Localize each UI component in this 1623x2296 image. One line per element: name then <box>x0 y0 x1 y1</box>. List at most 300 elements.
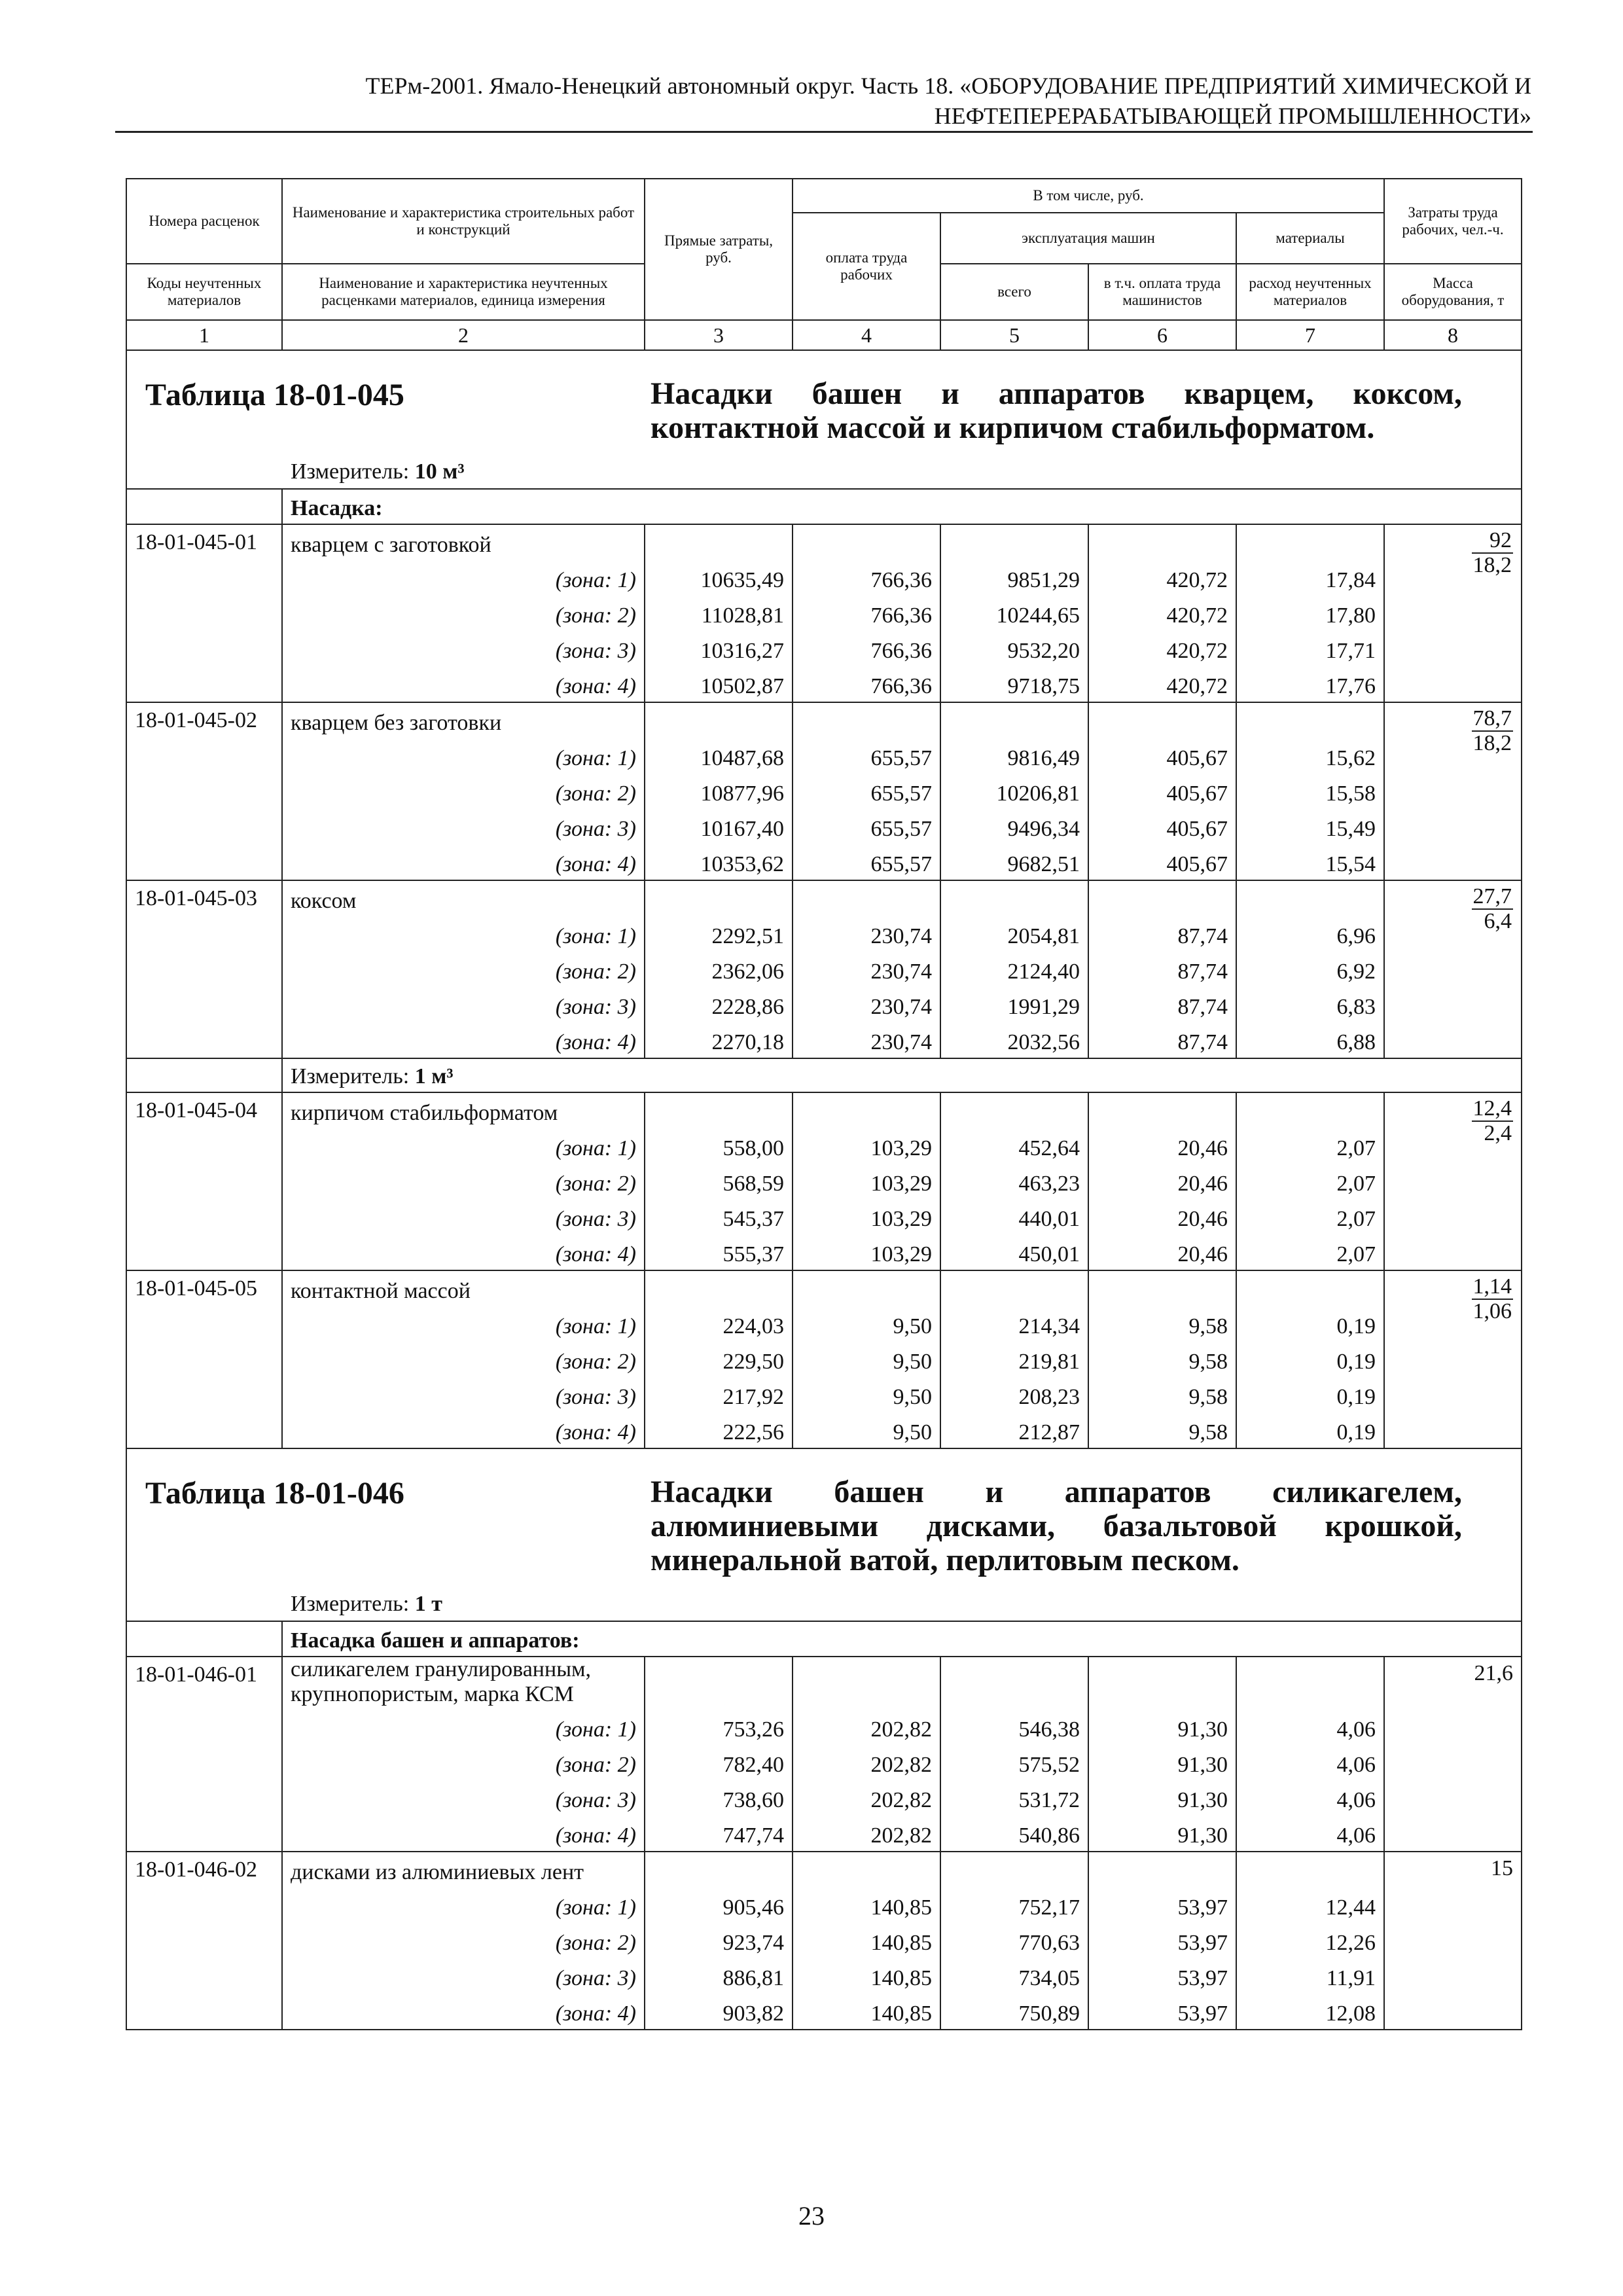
pay-value: 103,29 <box>793 1128 940 1164</box>
zone-row <box>126 844 1522 880</box>
drivers-value: 20,46 <box>1088 1128 1236 1164</box>
materials-value: 6,96 <box>1236 916 1384 952</box>
value-cell <box>793 702 940 738</box>
labor-cell <box>1384 1270 1522 1448</box>
value-cell <box>940 524 1088 560</box>
labor-fraction <box>1472 529 1514 577</box>
rate-code: 18-01-046-02 <box>126 1852 282 2030</box>
materials-value: 2,07 <box>1236 1164 1384 1199</box>
drivers-value: 9,58 <box>1088 1306 1236 1342</box>
direct-value: 10635,49 <box>645 560 793 596</box>
pay-value: 140,85 <box>793 1888 940 1923</box>
item-name: коксом <box>282 880 645 916</box>
pay-value: 655,57 <box>793 774 940 809</box>
materials-value: 17,84 <box>1236 560 1384 596</box>
materials-value: 6,83 <box>1236 987 1384 1022</box>
item-row <box>126 1657 1522 1710</box>
labor-cell <box>1384 880 1522 1058</box>
pay-value: 655,57 <box>793 738 940 774</box>
unit-change-row <box>126 1058 1522 1092</box>
drivers-value: 91,30 <box>1088 1780 1236 1816</box>
machines-value: 770,63 <box>940 1923 1088 1958</box>
machines-value: 575,52 <box>940 1745 1088 1780</box>
header-rule <box>115 131 1533 133</box>
pay-value: 230,74 <box>793 916 940 952</box>
labor-cell <box>1384 702 1522 880</box>
pay-value: 140,85 <box>793 1923 940 1958</box>
pay-value: 655,57 <box>793 844 940 880</box>
zone-label: (зона: 1) <box>282 1306 645 1342</box>
labor-fraction <box>1472 707 1514 755</box>
page-number: 23 <box>798 2201 825 2231</box>
zone-label: (зона: 2) <box>282 596 645 631</box>
machines-value: 546,38 <box>940 1710 1088 1745</box>
pay-value: 230,74 <box>793 1022 940 1058</box>
direct-value: 10353,62 <box>645 844 793 880</box>
materials-value: 12,08 <box>1236 1994 1384 2030</box>
machines-value: 9532,20 <box>940 631 1088 666</box>
direct-value: 738,60 <box>645 1780 793 1816</box>
col-number: 8 <box>1384 320 1522 350</box>
value-cell <box>1088 1092 1236 1128</box>
col-direct-costs: Прямые затраты, руб. <box>645 179 793 320</box>
materials-value: 17,80 <box>1236 596 1384 631</box>
value-cell <box>1236 880 1384 916</box>
col-labor-costs: Затраты труда рабочих, чел.-ч. <box>1384 179 1522 264</box>
direct-value: 903,82 <box>645 1994 793 2030</box>
zone-label: (зона: 3) <box>282 987 645 1022</box>
item-name: кирпичом стабильформатом <box>282 1092 645 1128</box>
pay-value: 9,50 <box>793 1412 940 1448</box>
direct-value: 782,40 <box>645 1745 793 1780</box>
zone-label: (зона: 2) <box>282 1164 645 1199</box>
zone-label: (зона: 3) <box>282 1377 645 1412</box>
direct-value: 923,74 <box>645 1923 793 1958</box>
item-name: дисками из алюминиевых лент <box>282 1852 645 1888</box>
drivers-value: 87,74 <box>1088 952 1236 987</box>
value-cell <box>940 1270 1088 1306</box>
drivers-value: 405,67 <box>1088 809 1236 844</box>
section-046-header <box>126 1448 1522 1621</box>
table-045-items-group-1 <box>126 524 1522 1058</box>
materials-value: 15,49 <box>1236 809 1384 844</box>
col-name-materials: Наименование и характеристика неучтенных расценками материалов, единица измерения <box>282 264 645 320</box>
labor-cell <box>1384 1657 1522 1852</box>
direct-value: 10487,68 <box>645 738 793 774</box>
value-cell <box>1088 1270 1236 1306</box>
drivers-value: 20,46 <box>1088 1199 1236 1234</box>
zone-row <box>126 1745 1522 1780</box>
direct-value: 568,59 <box>645 1164 793 1199</box>
pay-value: 766,36 <box>793 666 940 702</box>
table-body <box>126 350 1522 524</box>
table-046-title: Насадки башен и аппаратов силикагелем, алюминиевыми дисками, базальтовой крошкой, минеральной ватой, перлитовым песком. <box>651 1475 1462 1577</box>
labor-fraction <box>1472 885 1514 933</box>
table-045-items-group-2 <box>126 1092 1522 1448</box>
drivers-value: 420,72 <box>1088 596 1236 631</box>
pay-value: 230,74 <box>793 987 940 1022</box>
zone-label: (зона: 1) <box>282 560 645 596</box>
column-numbers-row <box>126 320 1522 350</box>
header-line-2: НЕФТЕПЕРЕРАБАТЫВАЮЩЕЙ ПРОМЫШЛЕННОСТИ» <box>934 103 1531 129</box>
machines-value: 750,89 <box>940 1994 1088 2030</box>
value-cell <box>645 524 793 560</box>
value-cell <box>1236 1852 1384 1888</box>
col-including: В том числе, руб. <box>793 179 1384 213</box>
value-cell <box>1236 702 1384 738</box>
col-labor-pay: оплата труда рабочих <box>793 213 940 320</box>
col-number: 3 <box>645 320 793 350</box>
zone-label: (зона: 2) <box>282 1745 645 1780</box>
direct-value: 10167,40 <box>645 809 793 844</box>
pay-value: 9,50 <box>793 1306 940 1342</box>
zone-row <box>126 987 1522 1022</box>
materials-value: 15,54 <box>1236 844 1384 880</box>
zone-label: (зона: 4) <box>282 1816 645 1852</box>
rate-code: 18-01-045-03 <box>126 880 282 1058</box>
value-cell <box>940 1657 1088 1710</box>
drivers-value: 405,67 <box>1088 774 1236 809</box>
drivers-value: 405,67 <box>1088 738 1236 774</box>
item-row <box>126 1852 1522 1888</box>
direct-value: 224,03 <box>645 1306 793 1342</box>
value-cell <box>645 1270 793 1306</box>
direct-value: 886,81 <box>645 1958 793 1994</box>
machines-value: 212,87 <box>940 1412 1088 1448</box>
pay-value: 230,74 <box>793 952 940 987</box>
zone-label: (зона: 1) <box>282 1128 645 1164</box>
materials-value: 4,06 <box>1236 1780 1384 1816</box>
drivers-value: 87,74 <box>1088 1022 1236 1058</box>
materials-value: 2,07 <box>1236 1128 1384 1164</box>
pay-value: 202,82 <box>793 1816 940 1852</box>
materials-value: 2,07 <box>1236 1234 1384 1270</box>
col-unaccounted: расход неучтенных материалов <box>1236 264 1384 320</box>
materials-value: 12,44 <box>1236 1888 1384 1923</box>
zone-row <box>126 1164 1522 1199</box>
zone-row <box>126 1780 1522 1816</box>
machines-value: 9496,34 <box>940 809 1088 844</box>
pay-value: 140,85 <box>793 1994 940 2030</box>
col-rate-no: Номера расценок <box>126 179 282 264</box>
section-046 <box>126 1448 1522 1657</box>
value-cell <box>940 1092 1088 1128</box>
labor-cell <box>1384 1092 1522 1270</box>
zone-label: (зона: 3) <box>282 631 645 666</box>
labor-costs-value: 27,7 <box>1472 884 1512 908</box>
pay-value: 766,36 <box>793 596 940 631</box>
drivers-value: 420,72 <box>1088 666 1236 702</box>
zone-row <box>126 952 1522 987</box>
zone-label: (зона: 1) <box>282 916 645 952</box>
machines-value: 2032,56 <box>940 1022 1088 1058</box>
unit2-label: Измеритель: <box>291 1064 415 1088</box>
pay-value: 9,50 <box>793 1377 940 1412</box>
zone-row <box>126 809 1522 844</box>
zone-row <box>126 1958 1522 1994</box>
col-codes: Коды неучтенных материалов <box>126 264 282 320</box>
zone-row <box>126 1710 1522 1745</box>
item-name: кварцем без заготовки <box>282 702 645 738</box>
zone-row <box>126 1342 1522 1377</box>
zone-row <box>126 1128 1522 1164</box>
zone-label: (зона: 1) <box>282 738 645 774</box>
pay-value: 202,82 <box>793 1710 940 1745</box>
direct-value: 217,92 <box>645 1377 793 1412</box>
direct-value: 11028,81 <box>645 596 793 631</box>
machines-value: 463,23 <box>940 1164 1088 1199</box>
table-046-items <box>126 1657 1522 2030</box>
value-cell <box>793 1657 940 1710</box>
value-cell <box>1088 1657 1236 1710</box>
labor-costs-value: 1,14 <box>1472 1274 1512 1299</box>
zone-label: (зона: 1) <box>282 1888 645 1923</box>
pay-value: 140,85 <box>793 1958 940 1994</box>
machines-value: 10244,65 <box>940 596 1088 631</box>
zone-row <box>126 1412 1522 1448</box>
direct-value: 10877,96 <box>645 774 793 809</box>
labor-costs-value: 12,4 <box>1472 1096 1512 1121</box>
table-046-code: Таблица 18-01-046 <box>145 1476 404 1511</box>
value-cell <box>940 702 1088 738</box>
machines-value: 2124,40 <box>940 952 1088 987</box>
direct-value: 545,37 <box>645 1199 793 1234</box>
zone-label: (зона: 2) <box>282 952 645 987</box>
zone-row <box>126 774 1522 809</box>
pay-value: 655,57 <box>793 809 940 844</box>
materials-value: 11,91 <box>1236 1958 1384 1994</box>
materials-value: 4,06 <box>1236 1710 1384 1745</box>
col-number: 1 <box>126 320 282 350</box>
zone-label: (зона: 4) <box>282 1412 645 1448</box>
labor-cell <box>1384 524 1522 702</box>
pay-value: 766,36 <box>793 560 940 596</box>
subheader-label: Насадка: <box>282 489 1522 524</box>
zone-label: (зона: 3) <box>282 809 645 844</box>
rate-code: 18-01-045-05 <box>126 1270 282 1448</box>
drivers-value: 20,46 <box>1088 1164 1236 1199</box>
item-row <box>126 880 1522 916</box>
table-045-title: Насадки башен и аппаратов кварцем, коксом, контактной массой и кирпичом стабильформатом. <box>651 376 1462 445</box>
col-number: 4 <box>793 320 940 350</box>
zone-label: (зона: 3) <box>282 1958 645 1994</box>
value-cell <box>1088 880 1236 916</box>
item-name: контактной массой <box>282 1270 645 1306</box>
drivers-value: 53,97 <box>1088 1994 1236 2030</box>
value-cell <box>793 880 940 916</box>
value-cell <box>645 1092 793 1128</box>
materials-value: 17,76 <box>1236 666 1384 702</box>
machines-value: 9816,49 <box>940 738 1088 774</box>
value-cell <box>793 1270 940 1306</box>
direct-value: 10502,87 <box>645 666 793 702</box>
unit2-value: 1 м³ <box>414 1064 454 1088</box>
equipment-mass-value: 18,2 <box>1472 731 1512 755</box>
labor-cell <box>1384 1852 1522 2030</box>
zone-label: (зона: 3) <box>282 1199 645 1234</box>
item-row <box>126 524 1522 560</box>
machines-value: 9718,75 <box>940 666 1088 702</box>
col-number: 6 <box>1088 320 1236 350</box>
materials-value: 0,19 <box>1236 1412 1384 1448</box>
item-name: силикагелем гранулированным, крупнопористым, марка КСМ <box>282 1657 645 1710</box>
rate-code: 18-01-046-01 <box>126 1657 282 1852</box>
section-046-subheader <box>126 1621 1522 1657</box>
zone-row <box>126 1377 1522 1412</box>
materials-value: 12,26 <box>1236 1923 1384 1958</box>
value-cell <box>1088 702 1236 738</box>
table-046-unit <box>127 1577 1521 1621</box>
unit-label: Измеритель: <box>291 459 415 484</box>
labor-costs-value: 21,6 <box>1474 1661 1514 1685</box>
drivers-value: 91,30 <box>1088 1745 1236 1780</box>
pay-value: 103,29 <box>793 1234 940 1270</box>
machines-value: 1991,29 <box>940 987 1088 1022</box>
machines-value: 450,01 <box>940 1234 1088 1270</box>
zone-row <box>126 1888 1522 1923</box>
rate-code: 18-01-045-01 <box>126 524 282 702</box>
labor-costs-value: 92 <box>1472 529 1514 554</box>
equipment-mass-value: 18,2 <box>1472 553 1512 577</box>
value-cell <box>793 1852 940 1888</box>
direct-value: 558,00 <box>645 1128 793 1164</box>
table-045-unit <box>127 445 1521 488</box>
zone-label: (зона: 2) <box>282 774 645 809</box>
machines-value: 9851,29 <box>940 560 1088 596</box>
zone-label: (зона: 4) <box>282 844 645 880</box>
materials-value: 15,62 <box>1236 738 1384 774</box>
section-045-header <box>126 350 1522 489</box>
rate-code: 18-01-045-02 <box>126 702 282 880</box>
unit-value: 1 т <box>414 1592 442 1616</box>
materials-value: 4,06 <box>1236 1745 1384 1780</box>
table-header <box>126 179 1522 350</box>
direct-value: 2228,86 <box>645 987 793 1022</box>
machines-value: 452,64 <box>940 1128 1088 1164</box>
equipment-mass-value: 1,06 <box>1472 1299 1512 1323</box>
direct-value: 229,50 <box>645 1342 793 1377</box>
value-cell <box>793 524 940 560</box>
machines-value: 734,05 <box>940 1958 1088 1994</box>
zone-row <box>126 1994 1522 2030</box>
drivers-value: 420,72 <box>1088 560 1236 596</box>
zone-label: (зона: 4) <box>282 1022 645 1058</box>
zone-row <box>126 916 1522 952</box>
col-materials: материалы <box>1236 213 1384 264</box>
machines-value: 219,81 <box>940 1342 1088 1377</box>
direct-value: 905,46 <box>645 1888 793 1923</box>
section-045-subheader <box>126 489 1522 524</box>
zone-label: (зона: 4) <box>282 1994 645 2030</box>
pay-value: 103,29 <box>793 1199 940 1234</box>
materials-value: 2,07 <box>1236 1199 1384 1234</box>
materials-value: 0,19 <box>1236 1377 1384 1412</box>
value-cell <box>1088 524 1236 560</box>
labor-costs-value: 15 <box>1491 1856 1514 1880</box>
zone-row <box>126 1306 1522 1342</box>
equipment-mass-value: 6,4 <box>1484 909 1512 933</box>
pay-value: 766,36 <box>793 631 940 666</box>
zone-row <box>126 596 1522 631</box>
drivers-value: 9,58 <box>1088 1342 1236 1377</box>
rates-table-container <box>126 178 1521 2030</box>
drivers-value: 20,46 <box>1088 1234 1236 1270</box>
zone-row <box>126 1199 1522 1234</box>
materials-value: 0,19 <box>1236 1306 1384 1342</box>
drivers-value: 405,67 <box>1088 844 1236 880</box>
direct-value: 2270,18 <box>645 1022 793 1058</box>
materials-value: 15,58 <box>1236 774 1384 809</box>
labor-costs-value: 78,7 <box>1472 706 1512 730</box>
drivers-value: 9,58 <box>1088 1377 1236 1412</box>
col-number: 5 <box>940 320 1088 350</box>
value-cell <box>1236 1657 1384 1710</box>
value-cell <box>1236 1270 1384 1306</box>
zone-row <box>126 560 1522 596</box>
labor-fraction <box>1472 1097 1514 1145</box>
direct-value: 2292,51 <box>645 916 793 952</box>
item-row <box>126 702 1522 738</box>
materials-value: 4,06 <box>1236 1816 1384 1852</box>
value-cell <box>645 880 793 916</box>
zone-label: (зона: 1) <box>282 1710 645 1745</box>
drivers-value: 53,97 <box>1088 1923 1236 1958</box>
pay-value: 103,29 <box>793 1164 940 1199</box>
zone-row <box>126 1816 1522 1852</box>
zone-row <box>126 666 1522 702</box>
subheader-label: Насадка башен и аппаратов: <box>282 1621 1522 1657</box>
direct-value: 2362,06 <box>645 952 793 987</box>
pay-value: 9,50 <box>793 1342 940 1377</box>
materials-value: 6,88 <box>1236 1022 1384 1058</box>
running-header <box>115 71 1531 131</box>
drivers-value: 87,74 <box>1088 916 1236 952</box>
direct-value: 222,56 <box>645 1412 793 1448</box>
drivers-value: 53,97 <box>1088 1888 1236 1923</box>
rate-code: 18-01-045-04 <box>126 1092 282 1270</box>
col-name: Наименование и характеристика строительных работ и конструкций <box>282 179 645 264</box>
col-number: 2 <box>282 320 645 350</box>
value-cell <box>1236 1092 1384 1128</box>
col-machine-operation: эксплуатация машин <box>940 213 1236 264</box>
materials-value: 17,71 <box>1236 631 1384 666</box>
machines-value: 2054,81 <box>940 916 1088 952</box>
value-cell <box>793 1092 940 1128</box>
zone-label: (зона: 2) <box>282 1342 645 1377</box>
materials-value: 0,19 <box>1236 1342 1384 1377</box>
zone-label: (зона: 3) <box>282 1780 645 1816</box>
value-cell <box>1088 1852 1236 1888</box>
zone-row <box>126 1923 1522 1958</box>
unit2 <box>282 1058 1522 1092</box>
direct-value: 753,26 <box>645 1710 793 1745</box>
equipment-mass-value: 2,4 <box>1484 1121 1512 1145</box>
header-line-1: ТЕРм-2001. Ямало-Ненецкий автономный округ. Часть 18. «ОБОРУДОВАНИЕ ПРЕДПРИЯТИЙ ХИМИЧЕСКОЙ И <box>365 73 1531 99</box>
col-driver-pay: в т.ч. оплата труда машинистов <box>1088 264 1236 320</box>
value-cell <box>1236 524 1384 560</box>
value-cell <box>645 1657 793 1710</box>
machines-value: 440,01 <box>940 1199 1088 1234</box>
machines-value: 752,17 <box>940 1888 1088 1923</box>
machines-value: 531,72 <box>940 1780 1088 1816</box>
zone-row <box>126 1234 1522 1270</box>
machines-value: 540,86 <box>940 1816 1088 1852</box>
machines-value: 9682,51 <box>940 844 1088 880</box>
drivers-value: 420,72 <box>1088 631 1236 666</box>
value-cell <box>645 1852 793 1888</box>
zone-label: (зона: 2) <box>282 1923 645 1958</box>
pay-value: 202,82 <box>793 1780 940 1816</box>
